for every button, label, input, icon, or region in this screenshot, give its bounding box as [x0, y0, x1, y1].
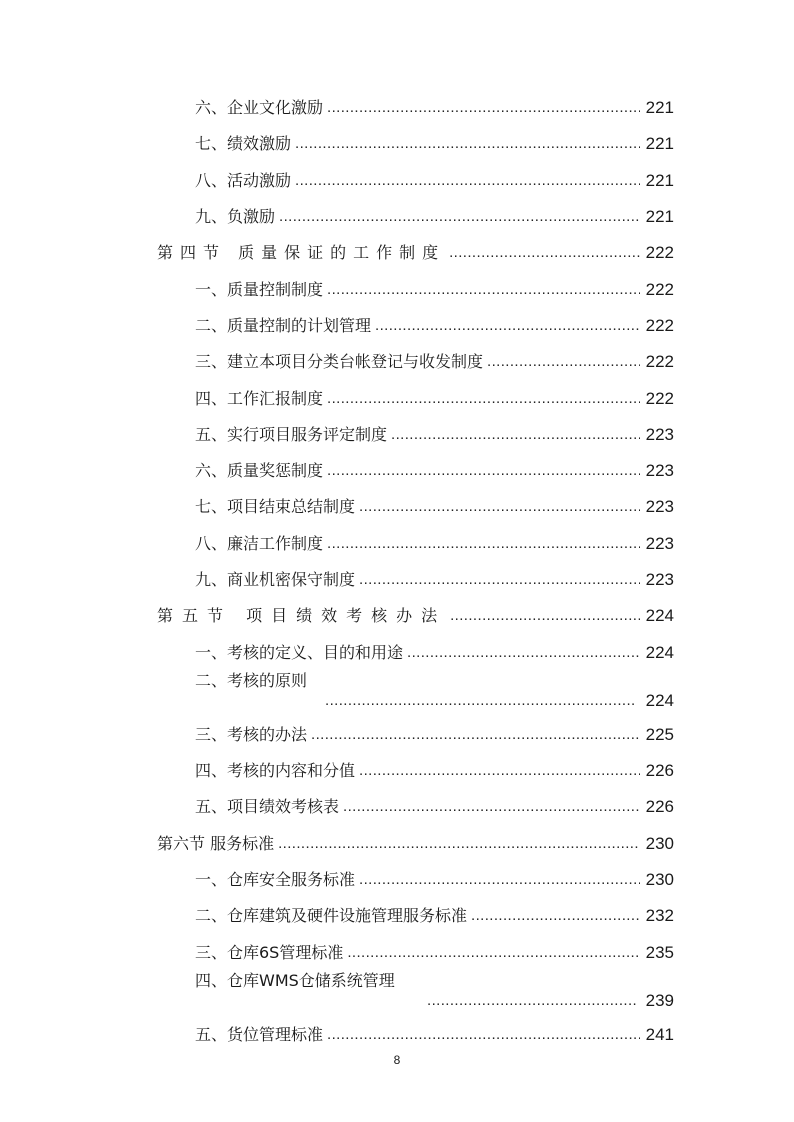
- toc-entry-label: 二、质量控制的计划管理: [195, 315, 372, 335]
- dot-leader: [311, 725, 640, 745]
- toc-entry[interactable]: [0, 634, 794, 670]
- toc-entry-label: 四、考核的内容和分值: [195, 761, 356, 781]
- dot-leader: [295, 134, 640, 154]
- dot-leader: [375, 316, 640, 336]
- toc-entry[interactable]: [0, 971, 794, 1017]
- dot-leader: [359, 570, 640, 590]
- toc-entry-label: 八、活动激励: [195, 170, 292, 190]
- page-number: 8: [393, 1053, 401, 1067]
- dot-leader: [327, 389, 640, 409]
- dot-leader: [295, 171, 640, 191]
- toc-entry-page: 222: [645, 388, 674, 408]
- toc-entry-label: 三、仓库6S管理标准: [195, 942, 344, 962]
- toc-entry-label: 七、项目结束总结制度: [195, 497, 356, 517]
- toc-entry[interactable]: [0, 1017, 794, 1053]
- dot-leader: [327, 280, 640, 300]
- toc-entry-label: 五、项目绩效考核表: [195, 797, 340, 817]
- toc-entry[interactable]: [0, 126, 794, 162]
- toc-entry-page: 223: [645, 570, 674, 589]
- toc-entry-page: 222: [645, 352, 674, 372]
- toc-entry-page: 224: [645, 606, 674, 626]
- toc-entry-label: 五、货位管理标准: [195, 1024, 324, 1044]
- dot-leader: [359, 870, 640, 890]
- toc-entry[interactable]: [0, 271, 794, 307]
- toc-entry-label: 九、负激励: [195, 207, 276, 227]
- toc-entry-page: 221: [645, 170, 674, 190]
- dot-leader: [471, 906, 640, 926]
- toc-entry-label: 一、质量控制制度: [195, 279, 324, 299]
- toc-entry-label: 一、仓库安全服务标准: [195, 870, 356, 890]
- toc-entry[interactable]: [0, 717, 794, 753]
- dot-leader: [343, 797, 640, 817]
- toc-entry[interactable]: [0, 163, 794, 199]
- dot-leader: [327, 461, 640, 481]
- toc-entry-label: 六、质量奖惩制度: [195, 461, 324, 481]
- dot-leader: [359, 497, 640, 517]
- dot-leader: [359, 761, 640, 781]
- toc-section-entry[interactable]: [0, 235, 794, 271]
- dot-leader: [327, 534, 640, 554]
- toc-entry-page: 223: [645, 497, 674, 517]
- toc-entry-label: 三、考核的办法: [195, 724, 308, 744]
- toc-entry[interactable]: [0, 789, 794, 825]
- toc-entry[interactable]: [0, 526, 794, 562]
- toc-entry-page: 223: [645, 461, 674, 481]
- toc-entry-page: 221: [645, 134, 674, 154]
- toc-entry[interactable]: [0, 935, 794, 971]
- toc-entry-page: 222: [645, 243, 674, 263]
- dot-leader: [487, 352, 640, 372]
- toc-entry[interactable]: [0, 671, 794, 717]
- toc-entry-page: 230: [645, 833, 674, 853]
- toc-entry-page: 230: [645, 870, 674, 890]
- toc-entry-label: 五、实行项目服务评定制度: [195, 424, 388, 444]
- toc-entry-page: 224: [645, 690, 674, 710]
- toc-entry-page: 226: [645, 761, 674, 781]
- toc-entry-page: 232: [645, 906, 674, 926]
- dot-leader: [391, 425, 640, 445]
- dot-leader: [450, 606, 640, 626]
- toc-entry-page: 222: [645, 279, 674, 299]
- toc-entry[interactable]: [0, 380, 794, 416]
- toc-entry[interactable]: [0, 199, 794, 235]
- toc-entry[interactable]: [0, 344, 794, 380]
- toc-entry[interactable]: [0, 453, 794, 489]
- toc-entry-page: 222: [645, 315, 674, 335]
- toc-entry[interactable]: [0, 898, 794, 934]
- toc-entry-page: 241: [645, 1024, 674, 1044]
- toc-entry-label: 八、廉洁工作制度: [195, 533, 324, 553]
- dot-leader: [327, 1025, 640, 1045]
- toc-entry[interactable]: [0, 862, 794, 898]
- dot-leader: [327, 98, 640, 118]
- toc-entry[interactable]: [0, 753, 794, 789]
- dot-leader: [427, 991, 637, 1011]
- toc-section-entry[interactable]: [0, 826, 794, 862]
- toc-entry[interactable]: [0, 489, 794, 525]
- toc-entry-label: 三、建立本项目分类台帐登记与收发制度: [195, 352, 484, 372]
- toc-entry-label: 二、仓库建筑及硬件设施管理服务标准: [195, 906, 468, 926]
- toc-entry-label: 四、工作汇报制度: [195, 388, 324, 408]
- toc-entry-label: 第五节 项目绩效考核办法: [157, 606, 447, 626]
- dot-leader: [325, 691, 637, 711]
- toc-entry-label: 一、考核的定义、目的和用途: [195, 642, 404, 662]
- toc-entry-page: 223: [645, 424, 674, 444]
- toc-entry-page: 235: [645, 942, 674, 962]
- toc-entry[interactable]: [0, 562, 794, 598]
- toc-entry[interactable]: [0, 90, 794, 126]
- toc-entry-label: 九、商业机密保守制度: [195, 570, 356, 589]
- toc-entry-label: 二、考核的原则: [195, 670, 308, 690]
- dot-leader: [407, 643, 640, 663]
- toc-entry-page: 223: [645, 533, 674, 553]
- toc-entry[interactable]: [0, 308, 794, 344]
- toc-entry-page: 221: [645, 98, 674, 118]
- toc-entry[interactable]: [0, 417, 794, 453]
- toc-entry-label: 第六节 服务标准: [157, 833, 275, 853]
- toc-entry-label: 七、绩效激励: [195, 134, 292, 154]
- toc-entry-page: 239: [645, 990, 674, 1010]
- toc-entry-page: 221: [645, 207, 674, 227]
- toc-entry-label: 四、仓库WMS仓储系统管理: [195, 970, 395, 990]
- toc-entry-page: 224: [645, 642, 674, 662]
- toc-entry-label: 六、企业文化激励: [195, 98, 324, 118]
- dot-leader: [279, 207, 640, 227]
- toc-entry-page: 226: [645, 797, 674, 817]
- toc-entry-page: 225: [645, 724, 674, 744]
- toc-section-entry[interactable]: [0, 598, 794, 634]
- dot-leader: [278, 834, 640, 854]
- dot-leader: [449, 243, 640, 263]
- toc-entry-label: 第四节 质量保证的工作制度: [157, 243, 446, 263]
- dot-leader: [347, 943, 640, 963]
- table-of-contents: [0, 90, 794, 1053]
